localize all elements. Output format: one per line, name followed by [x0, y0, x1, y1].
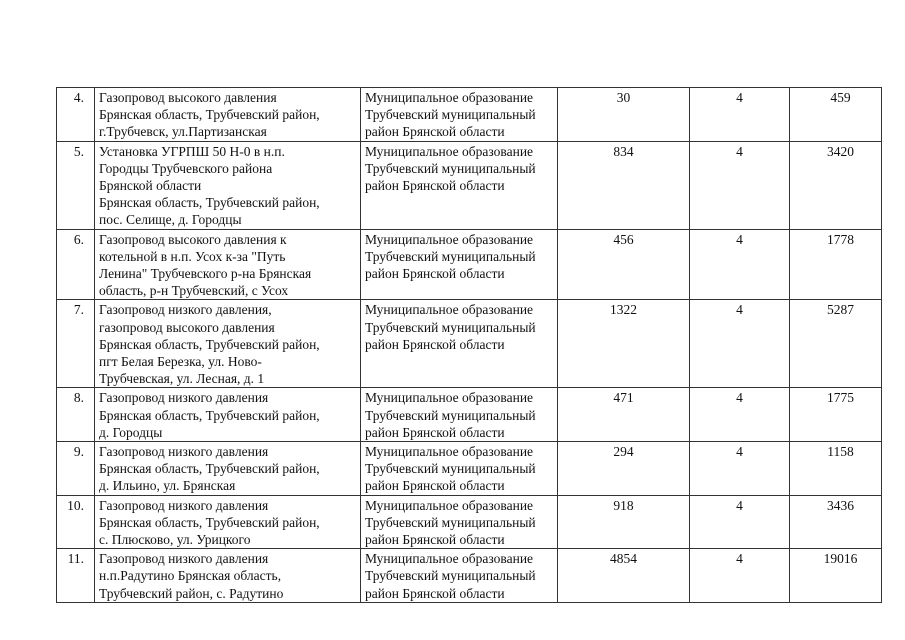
value-col-2: 4: [690, 495, 790, 549]
value-col-3: 3436: [790, 495, 882, 549]
row-number: 7.: [57, 300, 95, 388]
value-col-2: 4: [690, 229, 790, 300]
row-number: 5.: [57, 141, 95, 229]
row-number: 4.: [57, 88, 95, 142]
row-number: 8.: [57, 388, 95, 442]
value-col-1: 294: [558, 442, 690, 496]
row-number: 11.: [57, 549, 95, 603]
table-row: [57, 88, 882, 142]
object-description: Газопровод низкого давления Брянская область, Трубчевский район, с. Плюсково, ул. Урицкого: [95, 495, 361, 549]
value-col-1: 1322: [558, 300, 690, 388]
table-row: [57, 388, 882, 442]
object-description: Газопровод низкого давления Брянская область, Трубчевский район, д. Городцы: [95, 388, 361, 442]
table-row: [57, 442, 882, 496]
owner-name: Муниципальное образование Трубчевский муниципальный район Брянской области: [361, 229, 558, 300]
object-description: Газопровод высокого давления Брянская область, Трубчевский район, г.Трубчевск, ул.Партизанская: [95, 88, 361, 142]
value-col-3: 19016: [790, 549, 882, 603]
value-col-2: 4: [690, 88, 790, 142]
value-col-3: 5287: [790, 300, 882, 388]
owner-name: Муниципальное образование Трубчевский муниципальный район Брянской области: [361, 442, 558, 496]
table-row: [57, 300, 882, 388]
value-col-3: 459: [790, 88, 882, 142]
object-description: Газопровод низкого давления, газопровод высокого давления Брянская область, Трубчевский район, пгт Белая Березка, ул. Ново- Трубчевская, ул. Лесная, д. 1: [95, 300, 361, 388]
value-col-2: 4: [690, 442, 790, 496]
property-table: [56, 87, 882, 603]
value-col-1: 471: [558, 388, 690, 442]
owner-name: Муниципальное образование Трубчевский муниципальный район Брянской области: [361, 549, 558, 603]
object-description: Газопровод низкого давления н.п.Радутино Брянская область, Трубчевский район, с. Радутино: [95, 549, 361, 603]
value-col-1: 456: [558, 229, 690, 300]
object-description: Газопровод низкого давления Брянская область, Трубчевский район, д. Ильино, ул. Брянская: [95, 442, 361, 496]
owner-name: Муниципальное образование Трубчевский муниципальный район Брянской области: [361, 88, 558, 142]
table-row: [57, 495, 882, 549]
value-col-2: 4: [690, 388, 790, 442]
value-col-1: 30: [558, 88, 690, 142]
value-col-3: 1158: [790, 442, 882, 496]
table-body: [57, 88, 882, 603]
row-number: 10.: [57, 495, 95, 549]
value-col-1: 4854: [558, 549, 690, 603]
value-col-2: 4: [690, 300, 790, 388]
value-col-1: 918: [558, 495, 690, 549]
table-row: [57, 549, 882, 603]
object-description: Газопровод высокого давления к котельной в н.п. Усох к-за "Путь Ленина" Трубчевского р-на Брянская область, р-н Трубчевский, с Усох: [95, 229, 361, 300]
owner-name: Муниципальное образование Трубчевский муниципальный район Брянской области: [361, 495, 558, 549]
value-col-1: 834: [558, 141, 690, 229]
object-description: Установка УГРПШ 50 Н-0 в н.п. Городцы Трубчевского района Брянской области Брянская область, Трубчевский район, пос. Селище, д. Городцы: [95, 141, 361, 229]
value-col-3: 3420: [790, 141, 882, 229]
table-row: [57, 141, 882, 229]
owner-name: Муниципальное образование Трубчевский муниципальный район Брянской области: [361, 300, 558, 388]
owner-name: Муниципальное образование Трубчевский муниципальный район Брянской области: [361, 388, 558, 442]
row-number: 6.: [57, 229, 95, 300]
value-col-2: 4: [690, 141, 790, 229]
owner-name: Муниципальное образование Трубчевский муниципальный район Брянской области: [361, 141, 558, 229]
value-col-3: 1778: [790, 229, 882, 300]
value-col-3: 1775: [790, 388, 882, 442]
row-number: 9.: [57, 442, 95, 496]
value-col-2: 4: [690, 549, 790, 603]
table-row: [57, 229, 882, 300]
